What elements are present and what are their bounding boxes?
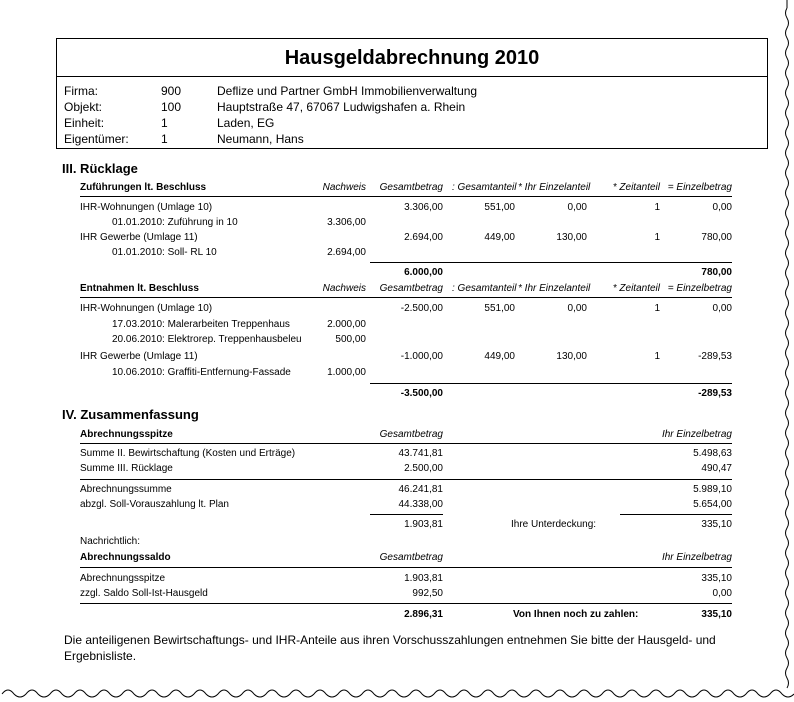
header-row-objekt xyxy=(57,99,767,115)
unterdeckung-label: Ihre Unterdeckung: xyxy=(511,519,597,530)
total-gesamtbetrag: -3.500,00 xyxy=(400,388,443,399)
sum-line xyxy=(370,262,732,263)
zu-zahlen-label: Von Ihnen noch zu zahlen: xyxy=(513,609,639,620)
row-einzelanteil: 0,00 xyxy=(567,303,587,314)
col-header-gesamtbetrag: Gesamtbetrag xyxy=(379,552,443,563)
row-einzelanteil: 130,00 xyxy=(556,351,587,362)
row-label: 17.03.2010: Malerarbeiten Treppenhaus xyxy=(112,319,290,330)
row-einzelbetrag: 5.654,00 xyxy=(693,499,732,510)
col-header-zeitanteil: * Zeitanteil xyxy=(612,283,660,294)
sum-line xyxy=(80,603,732,604)
row-nachweis: 500,00 xyxy=(335,334,366,345)
header-label: Firma: xyxy=(64,84,98,98)
col-header-label: Abrechnungssaldo xyxy=(80,552,171,563)
row-label: zzgl. Saldo Soll-Ist-Hausgeld xyxy=(80,588,208,599)
row-zeitanteil: 1 xyxy=(654,303,660,314)
divider xyxy=(80,297,732,298)
row-gesamtbetrag: 44.338,00 xyxy=(398,499,443,510)
footer-note: Die anteiligenen Bewirtschaftungs- und IHR-Anteile aus ihren Vorschusszahlungen entnehmen Sie bitte der Hausgeld- und Ergebnisliste. xyxy=(64,633,716,663)
sum-line xyxy=(370,514,443,515)
col-header-label: Abrechnungsspitze xyxy=(80,429,173,440)
col-header-einzelbetrag: Ihr Einzelbetrag xyxy=(661,429,732,440)
row-gesamtbetrag: 46.241,81 xyxy=(398,484,443,495)
divider xyxy=(80,196,732,197)
header-text: Deflize und Partner GmbH Immobilienverwaltung xyxy=(217,84,478,98)
total-einzelbetrag: 335,10 xyxy=(701,609,732,620)
header-text: Hauptstraße 47, 67067 Ludwigshafen a. Rhein xyxy=(217,100,466,114)
row-label: 10.06.2010: Graffiti-Entfernung-Fassade xyxy=(112,367,291,378)
divider xyxy=(80,479,732,480)
col-header-nachweis: Nachweis xyxy=(322,182,366,193)
row-einzelbetrag: 0,00 xyxy=(712,588,732,599)
row-einzelbetrag: 0,00 xyxy=(712,303,732,314)
section-title-zusammenfassung: IV. Zusammenfassung xyxy=(62,407,199,422)
row-einzelbetrag: 335,10 xyxy=(701,573,732,584)
header-label: Objekt: xyxy=(64,100,103,114)
sum-line xyxy=(370,383,732,384)
row-gesamtbetrag: -2.500,00 xyxy=(400,303,443,314)
col-header-einzelbetrag: = Einzelbetrag xyxy=(667,182,732,193)
header-row-eigentuemer xyxy=(57,131,767,147)
row-gesamtbetrag: 3.306,00 xyxy=(404,202,443,213)
row-einzelanteil: 0,00 xyxy=(567,202,587,213)
sum-line xyxy=(620,514,732,515)
header-row-firma xyxy=(57,83,767,99)
row-zeitanteil: 1 xyxy=(654,232,660,243)
row-label: Summe II. Bewirtschaftung (Kosten und Erträge) xyxy=(80,448,296,459)
row-label: 01.01.2010: Soll- RL 10 xyxy=(112,247,217,258)
row-einzelbetrag: 5.989,10 xyxy=(693,484,732,495)
col-header-einzelanteil: * Ihr Einzelanteil xyxy=(518,182,591,193)
header-number: 100 xyxy=(161,100,182,114)
row-nachweis: 2.000,00 xyxy=(327,319,366,330)
total-einzelbetrag: -289,53 xyxy=(698,388,732,399)
total-gesamtbetrag: 2.896,31 xyxy=(404,609,443,620)
nachrichtlich-label: Nachrichtlich: xyxy=(80,536,141,547)
header-number: 1 xyxy=(161,116,168,130)
col-header-gesamtanteil: : Gesamtanteil xyxy=(452,182,517,193)
divider xyxy=(80,567,732,568)
row-gesamtanteil: 449,00 xyxy=(484,232,515,243)
row-zeitanteil: 1 xyxy=(654,202,660,213)
row-label: IHR-Wohnungen (Umlage 10) xyxy=(80,202,213,213)
row-gesamtbetrag: 43.741,81 xyxy=(398,448,443,459)
row-gesamtbetrag: 2.500,00 xyxy=(404,463,443,474)
row-einzelbetrag: 5.498,63 xyxy=(693,448,732,459)
col-header-nachweis: Nachweis xyxy=(322,283,366,294)
row-gesamtanteil: 551,00 xyxy=(484,303,515,314)
row-gesamtbetrag: 992,50 xyxy=(412,588,443,599)
row-gesamtanteil: 449,00 xyxy=(484,351,515,362)
row-label: 01.01.2010: Zuführung in 10 xyxy=(112,217,238,228)
document-header xyxy=(56,38,768,149)
header-text: Laden, EG xyxy=(217,116,275,130)
header-text: Neumann, Hans xyxy=(217,132,304,146)
row-einzelanteil: 130,00 xyxy=(556,232,587,243)
row-einzelbetrag: 0,00 xyxy=(712,202,732,213)
row-gesamtbetrag: -1.000,00 xyxy=(400,351,443,362)
total-einzelbetrag: 335,10 xyxy=(701,519,732,530)
row-einzelbetrag: -289,53 xyxy=(698,351,732,362)
col-header-gesamtbetrag: Gesamtbetrag xyxy=(379,182,443,193)
col-header-label: Zuführungen lt. Beschluss xyxy=(80,182,207,193)
header-label: Einheit: xyxy=(64,116,105,130)
row-gesamtbetrag: 2.694,00 xyxy=(404,232,443,243)
col-header-einzelbetrag: = Einzelbetrag xyxy=(667,283,732,294)
row-nachweis: 2.694,00 xyxy=(327,247,366,258)
total-gesamtbetrag: 1.903,81 xyxy=(404,519,443,530)
row-label: abzgl. Soll-Vorauszahlung lt. Plan xyxy=(80,499,229,510)
total-einzelbetrag: 780,00 xyxy=(701,267,732,278)
row-label: Abrechnungssumme xyxy=(80,484,172,495)
row-label: IHR Gewerbe (Umlage 11) xyxy=(80,232,198,243)
row-label: IHR-Wohnungen (Umlage 10) xyxy=(80,303,213,314)
row-gesamtbetrag: 1.903,81 xyxy=(404,573,443,584)
col-header-einzelanteil: * Ihr Einzelanteil xyxy=(518,283,591,294)
col-header-einzelbetrag: Ihr Einzelbetrag xyxy=(661,552,732,563)
row-zeitanteil: 1 xyxy=(654,351,660,362)
row-nachweis: 3.306,00 xyxy=(327,217,366,228)
divider xyxy=(80,443,732,444)
row-label: Summe III. Rücklage xyxy=(80,463,173,474)
col-header-zeitanteil: * Zeitanteil xyxy=(612,182,660,193)
section-title-ruecklage: III. Rücklage xyxy=(62,161,138,176)
row-label: IHR Gewerbe (Umlage 11) xyxy=(80,351,198,362)
header-number: 900 xyxy=(161,84,182,98)
header-number: 1 xyxy=(161,132,168,146)
row-nachweis: 1.000,00 xyxy=(327,367,366,378)
col-header-label: Entnahmen lt. Beschluss xyxy=(80,283,199,294)
col-header-gesamtbetrag: Gesamtbetrag xyxy=(379,283,443,294)
total-gesamtbetrag: 6.000,00 xyxy=(404,267,443,278)
row-einzelbetrag: 490,47 xyxy=(701,463,732,474)
document-title: Hausgeldabrechnung 2010 xyxy=(57,39,767,77)
col-header-gesamtanteil: : Gesamtanteil xyxy=(452,283,517,294)
col-header-gesamtbetrag: Gesamtbetrag xyxy=(379,429,443,440)
row-einzelbetrag: 780,00 xyxy=(701,232,732,243)
header-row-einheit xyxy=(57,115,767,131)
header-label: Eigentümer: xyxy=(64,132,129,146)
row-label: 20.06.2010: Elektrorep. Treppenhausbeleu xyxy=(112,334,302,345)
row-gesamtanteil: 551,00 xyxy=(484,202,515,213)
row-label: Abrechnungsspitze xyxy=(80,573,166,584)
